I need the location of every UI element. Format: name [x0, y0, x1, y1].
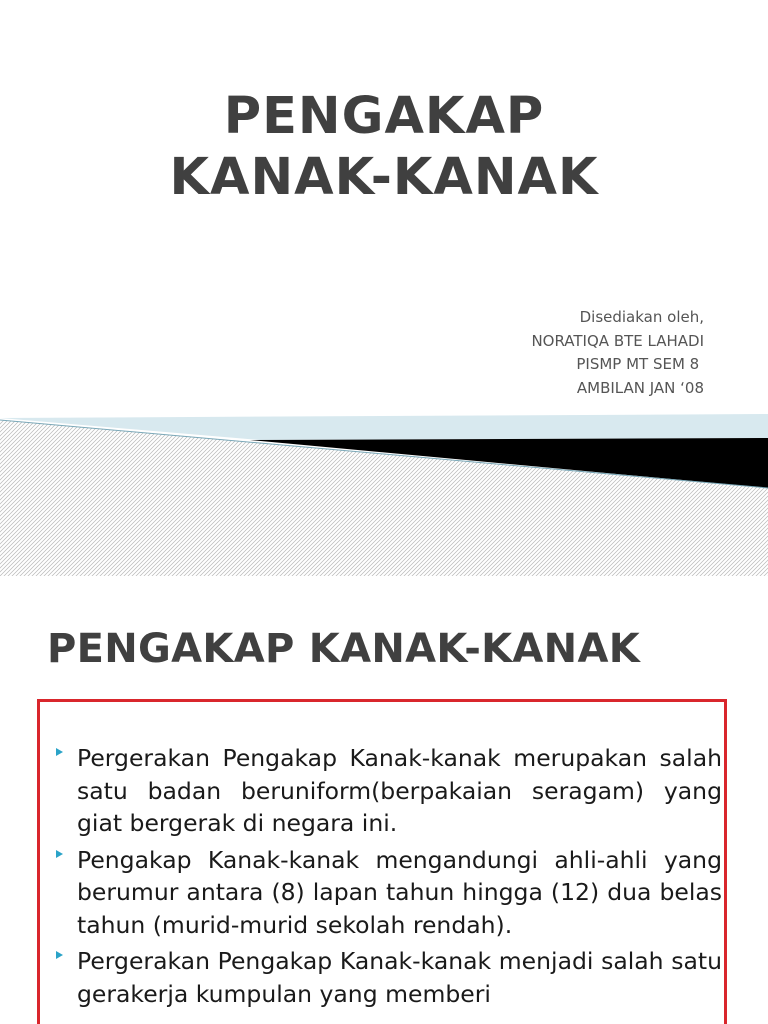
bullet-item-3	[56, 945, 722, 1010]
bullet-list	[56, 742, 722, 1014]
bullet-triangle-icon	[56, 951, 63, 959]
author-line-4: AMBILAN JAN ‘08	[576, 378, 704, 397]
slide-1-title-line-2: KANAK-KANAK	[169, 148, 599, 207]
bullet-triangle-icon	[56, 850, 63, 858]
author-line-3: PISMP MT SEM 8	[576, 355, 704, 373]
slide-2	[0, 576, 768, 1024]
slide-2-title: PENGAKAP KANAK-KANAK	[47, 626, 640, 672]
bullet-triangle-icon	[56, 748, 63, 756]
bullet-text-3: Pergerakan Pengakap Kanak-kanak menjadi salah satu gerakerja kumpulan yang memberi	[77, 947, 722, 1008]
slide-1-title	[0, 86, 768, 208]
author-block	[384, 306, 704, 400]
bullet-item-1	[56, 742, 722, 840]
decorative-band	[0, 400, 768, 576]
bullet-text-2: Pengakap Kanak-kanak mengandungi ahli-ahli yang berumur antara (8) lapan tahun hingga (12) dua belas tahun (murid-murid sekolah rendah).	[77, 845, 722, 939]
content-box	[37, 699, 727, 1024]
bullet-text-1: Pergerakan Pengakap Kanak-kanak merupakan salah satu badan beruniform(berpakaian seragam) yang giat bergerak di negara ini.	[77, 744, 722, 837]
author-line-1: Disediakan oleh,	[579, 308, 704, 326]
author-line-2: NORATIQA BTE LAHADI	[531, 331, 704, 350]
bullet-item-2	[56, 844, 722, 942]
slide-1-title-line-1: PENGAKAP	[223, 87, 545, 146]
